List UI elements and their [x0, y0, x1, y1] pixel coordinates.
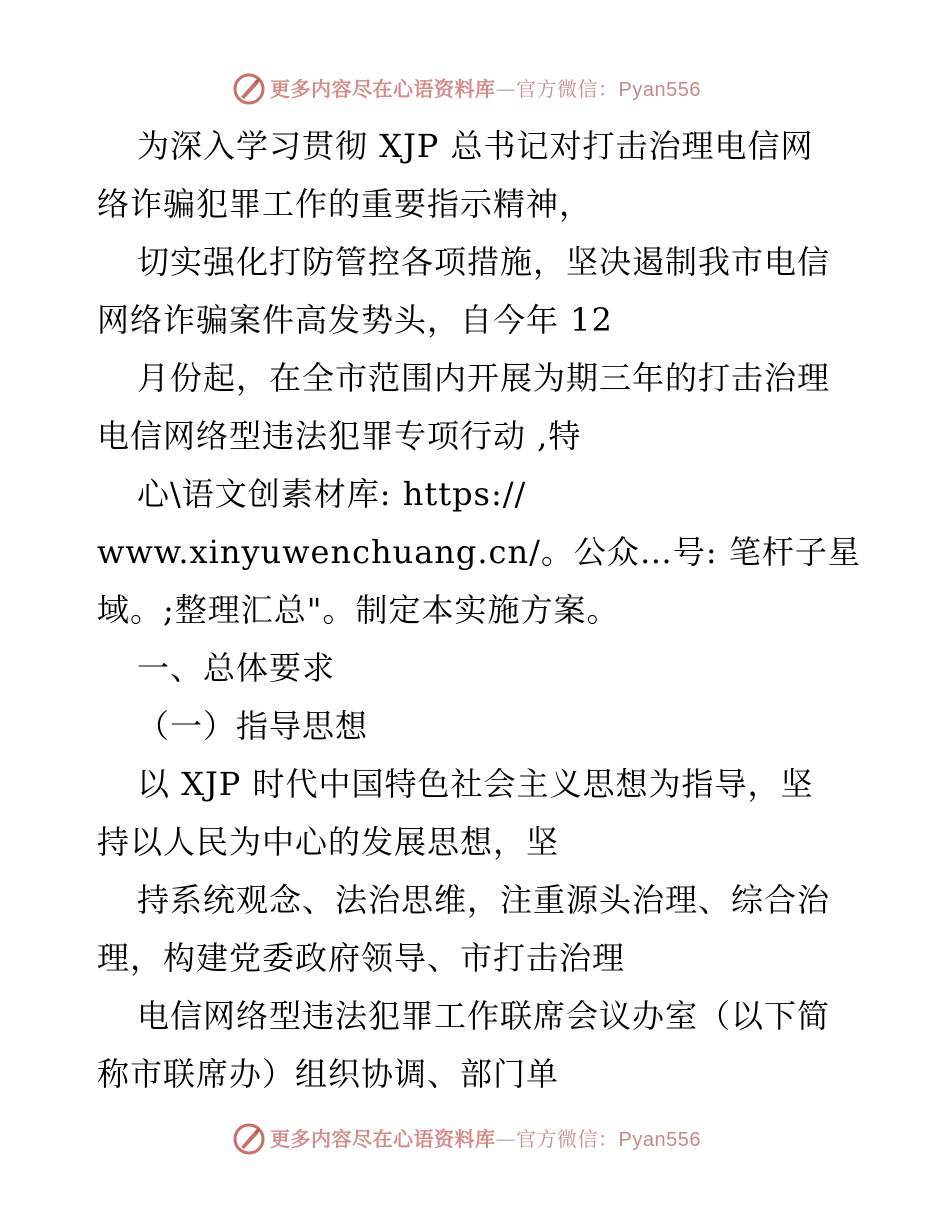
watermark-sub: 官方微信： [516, 77, 619, 101]
pen-seal-icon [232, 1122, 266, 1156]
paragraph-line: www.xinyuwenchuang.cn/。公众…号: 笔杆子星 [97, 533, 861, 571]
watermark-wechat-id: Pyan556 [618, 79, 701, 101]
watermark-header [0, 70, 950, 110]
paragraph-line: 域。;整理汇总"。制定本实施方案。 [97, 591, 620, 629]
paragraph-line: 电信网络型违法犯罪专项行动 ,特 [97, 417, 582, 455]
watermark-text [270, 1126, 701, 1153]
paragraph-line: 切实强化打防管控各项措施，坚决遏制我市电信 [137, 243, 831, 281]
watermark-footer [0, 1120, 950, 1160]
watermark-text [270, 76, 701, 103]
paragraph-line: 络诈骗犯罪工作的重要指示精神， [97, 185, 593, 223]
paragraph-line: 持系统观念、法治思维，注重源头治理、综合治 [137, 881, 831, 919]
paragraph-line: 以 XJP 时代中国特色社会主义思想为指导，坚 [137, 765, 814, 803]
paragraph-line: 理，构建党委政府领导、市打击治理 [97, 939, 626, 977]
watermark-separator: — [495, 77, 516, 101]
section-heading: 一、总体要求 [137, 649, 336, 687]
paragraph-line: 网络诈骗案件高发势头，自今年 12 [97, 301, 613, 339]
document-body [97, 117, 861, 1103]
watermark-sub: 官方微信： [516, 1127, 619, 1151]
watermark-main: 更多内容尽在心语资料库 [270, 77, 496, 101]
watermark-wechat-id: Pyan556 [618, 1129, 701, 1151]
paragraph-line: 称市联席办）组织协调、部门单 [97, 1055, 560, 1093]
pen-seal-icon [232, 72, 266, 106]
paragraph-line: 电信网络型违法犯罪工作联席会议办室（以下简 [137, 997, 831, 1035]
paragraph-line: 心\语文创素材库: https:// [137, 475, 527, 513]
subsection-heading: （一）指导思想 [137, 707, 369, 745]
paragraph-line: 持以人民为中心的发展思想，坚 [97, 823, 560, 861]
watermark-main: 更多内容尽在心语资料库 [270, 1127, 496, 1151]
paragraph-line: 月份起，在全市范围内开展为期三年的打击治理 [137, 359, 831, 397]
watermark-separator: — [495, 1127, 516, 1151]
paragraph-line: 为深入学习贯彻 XJP 总书记对打击治理电信网 [137, 127, 814, 165]
